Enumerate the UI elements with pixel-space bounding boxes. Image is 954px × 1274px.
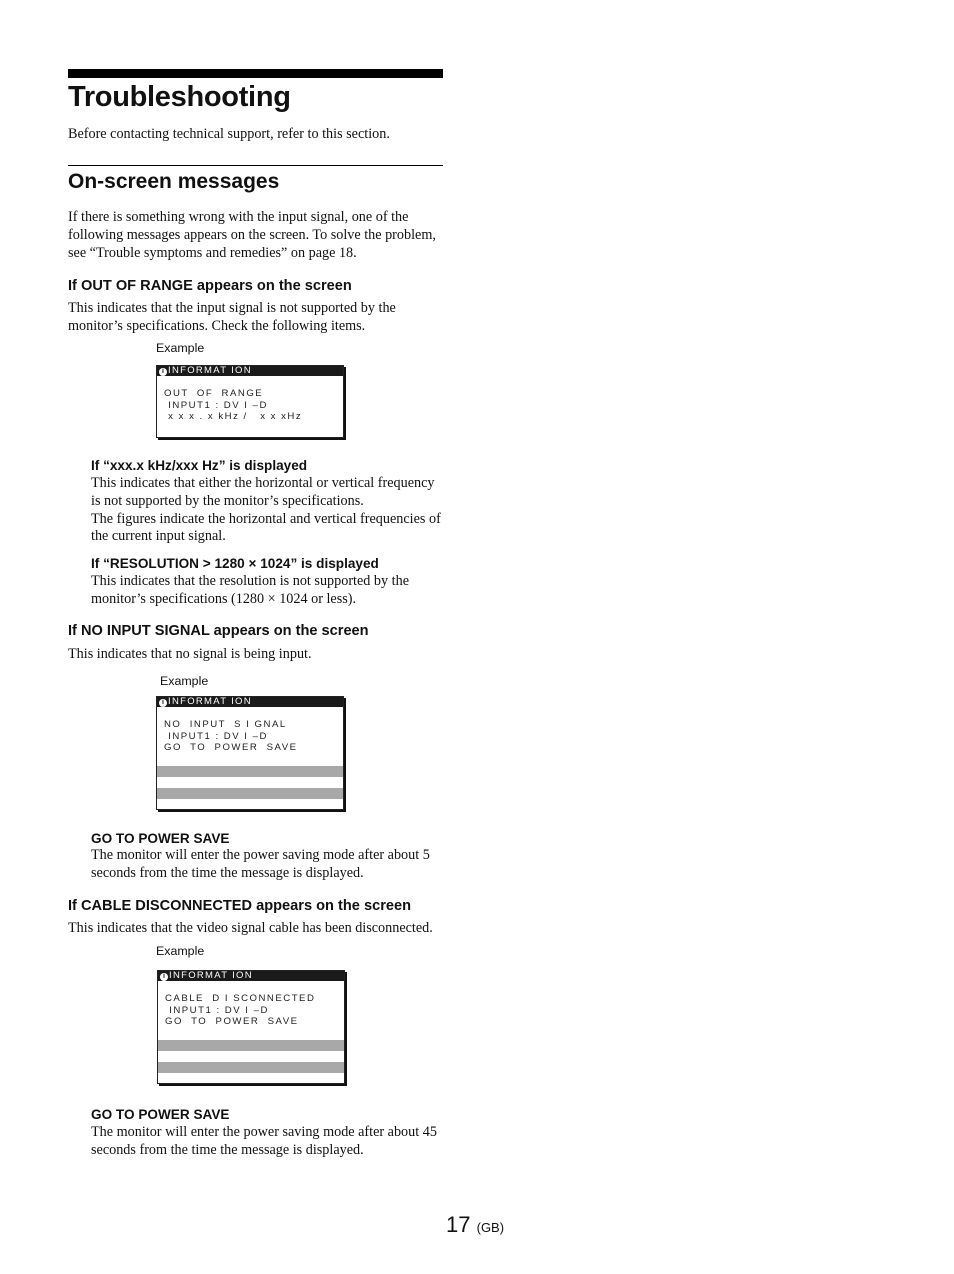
text-line: the current input signal.	[91, 528, 226, 545]
text-line: This indicates that the input signal is not supported by the	[68, 300, 396, 316]
osd-gap	[157, 777, 343, 788]
example-label: Example	[156, 944, 205, 958]
example-label: Example	[156, 341, 205, 355]
osd-title-bar	[157, 366, 343, 376]
info-icon: i	[159, 368, 167, 376]
text-line: following messages appears on the screen. To solve the problem,	[68, 226, 436, 243]
sub-heading-resolution: If “RESOLUTION > 1280 × 1024” is displayed	[91, 556, 379, 571]
text-line: see “Trouble symptoms and remedies” on page 18.	[68, 244, 357, 261]
sub-text-frequency	[91, 475, 451, 546]
cable-heading: If CABLE DISCONNECTED appears on the screen	[68, 898, 412, 914]
no-input-heading: If NO INPUT SIGNAL appears on the screen	[68, 623, 369, 639]
info-icon: i	[159, 699, 167, 707]
osd-title-bar	[158, 971, 344, 981]
osd-message	[157, 376, 343, 423]
osd-no-input	[156, 696, 344, 810]
osd-line: OUT OF RANGE	[164, 388, 264, 399]
osd-line: INPUT1 : DV I –D	[165, 1004, 269, 1016]
osd-line: GO TO POWER SAVE	[164, 742, 298, 754]
text-line: seconds from the time the message is displayed.	[91, 1141, 364, 1158]
text-line: monitor’s specifications. Check the following items.	[68, 317, 366, 334]
out-of-range-heading: If OUT OF RANGE appears on the screen	[68, 278, 352, 294]
osd-stripe	[157, 766, 343, 777]
osd-gap	[157, 799, 343, 809]
no-input-text: This indicates that no signal is being input.	[68, 646, 312, 662]
cable-text: This indicates that the video signal cable has been disconnected.	[68, 920, 433, 936]
osd-out-of-range	[156, 365, 344, 438]
section-rule	[68, 165, 443, 166]
text-line: monitor’s specifications (1280 × 1024 or less).	[91, 590, 357, 607]
osd-line: CABLE D I SCONNECTED	[165, 993, 316, 1004]
section-intro	[68, 209, 448, 262]
osd-title: INFORMAT ION	[168, 696, 252, 707]
osd-title: INFORMAT ION	[169, 970, 253, 981]
text-line: The figures indicate the horizontal and vertical frequencies of	[91, 510, 441, 527]
osd-stripe	[158, 1062, 344, 1073]
sub-heading-power-save: GO TO POWER SAVE	[91, 1107, 230, 1122]
text-line: This indicates that either the horizontal or vertical frequency	[91, 475, 435, 491]
text-line: The monitor will enter the power saving mode after about 45	[91, 1124, 437, 1140]
osd-line: x x x . x kHz / x x xHz	[164, 411, 303, 423]
example-label: Example	[160, 674, 209, 688]
osd-line: GO TO POWER SAVE	[165, 1016, 299, 1028]
sub-text-power-save	[91, 1124, 451, 1160]
osd-cable-disconnected	[157, 970, 345, 1084]
intro-text: Before contacting technical support, refer to this section.	[68, 126, 390, 142]
page-title: Troubleshooting	[68, 81, 291, 113]
osd-line: NO INPUT S I GNAL	[164, 719, 287, 730]
page-number	[446, 1212, 504, 1241]
osd-stripe	[158, 1040, 344, 1051]
osd-gap	[158, 1073, 344, 1083]
osd-line: INPUT1 : DV I –D	[164, 730, 268, 742]
osd-line: INPUT1 : DV I –D	[164, 399, 268, 411]
sub-heading-power-save: GO TO POWER SAVE	[91, 831, 230, 846]
osd-gap	[158, 1051, 344, 1062]
osd-title: INFORMAT ION	[168, 365, 252, 376]
text-line: This indicates that the resolution is not supported by the	[91, 573, 409, 589]
osd-message	[157, 707, 343, 766]
osd-title-bar	[157, 697, 343, 707]
info-icon: i	[160, 973, 168, 981]
osd-stripe	[157, 788, 343, 799]
osd-message	[158, 981, 344, 1040]
text-line: is not supported by the monitor’s specifications.	[91, 492, 364, 509]
sub-heading-frequency: If “xxx.x kHz/xxx Hz” is displayed	[91, 458, 308, 473]
sub-text-power-save	[91, 847, 451, 883]
text-line: If there is something wrong with the input signal, one of the	[68, 209, 409, 225]
title-rule	[68, 69, 443, 78]
text-line: seconds from the time the message is displayed.	[91, 864, 364, 881]
page-number-value: 17	[446, 1212, 471, 1237]
out-of-range-text	[68, 300, 448, 336]
section-heading: On-screen messages	[68, 170, 280, 193]
text-line: The monitor will enter the power saving mode after about 5	[91, 847, 430, 863]
page-region: (GB)	[476, 1220, 505, 1235]
sub-text-resolution	[91, 573, 451, 609]
